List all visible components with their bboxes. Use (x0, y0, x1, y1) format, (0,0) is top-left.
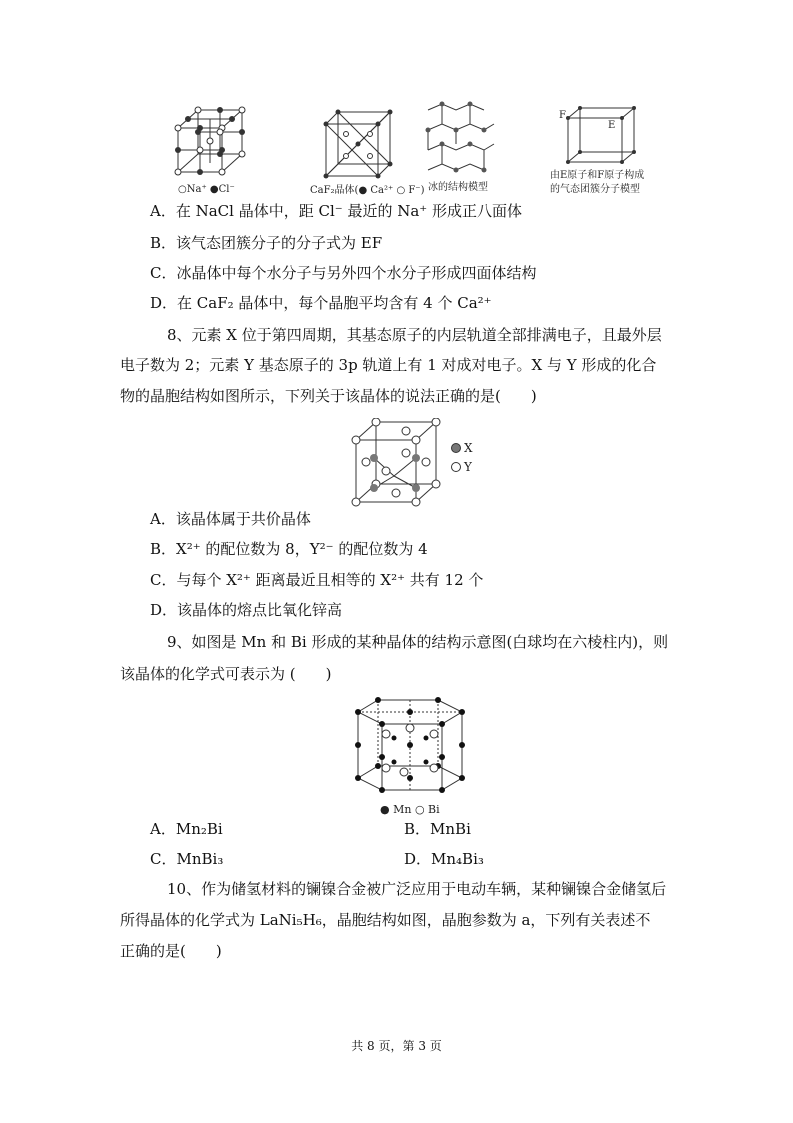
q7-option-b: B．该气态团簇分子的分子式为 EF (150, 234, 383, 252)
q8-stem-line-3: 物的晶胞结构如图所示，下列关于该晶体的说法正确的是( ) (120, 387, 537, 405)
q8-option-d: D．该晶体的熔点比氧化锌高 (150, 601, 343, 619)
mn-bi-hexagonal-figure (352, 694, 472, 804)
q10-stem-line-1: 10、作为储氢材料的镧镍合金被广泛应用于电动车辆，某种镧镍合金储氢后 (167, 880, 667, 898)
nacl-structure-figure (170, 100, 250, 185)
q8-option-b: B．X²⁺ 的配位数为 8，Y²⁻ 的配位数为 4 (150, 540, 428, 558)
q8-stem-line-2: 电子数为 2；元素 Y 基态原子的 3p 轨道上有 1 对成对电子。X 与 Y 形成的化合 (120, 356, 657, 374)
cluster-caption-line-2: 的气态团簇分子模型 (550, 184, 640, 195)
x-legend-icon (450, 442, 462, 454)
cluster-molecule-figure (560, 104, 640, 166)
q7-option-d: D．在 CaF₂ 晶体中，每个晶胞平均含有 4 个 Ca²⁺ (150, 294, 492, 312)
caf2-structure-figure (322, 108, 394, 184)
cluster-label-f: F (559, 110, 566, 121)
q9-option-a: A．Mn₂Bi (150, 820, 223, 838)
y-legend-label: Y (464, 460, 472, 474)
q9-stem-line-2: 该晶体的化学式可表示为 ( ) (120, 665, 332, 683)
ice-caption: 冰的结构模型 (428, 182, 488, 193)
caf2-caption: CaF₂晶体(● Ca²⁺ ○ F⁻) (310, 185, 425, 196)
q9-option-d: D．Mn₄Bi₃ (404, 850, 484, 868)
q9-option-b: B．MnBi (404, 820, 471, 838)
q10-stem-line-2: 所得晶体的化学式为 LaNi₅H₆，晶胞结构如图，晶胞参数为 a，下列有关表述不 (120, 911, 651, 929)
q8-option-a: A．该晶体属于共价晶体 (150, 510, 311, 528)
mn-bi-legend: ● Mn ○ Bi (380, 803, 440, 816)
q7-option-c: C．冰晶体中每个水分子与另外四个水分子形成四面体结构 (150, 264, 537, 282)
q8-option-c: C．与每个 X²⁺ 距离最近且相等的 X²⁺ 共有 12 个 (150, 571, 484, 589)
q10-stem-line-3: 正确的是( ) (120, 942, 222, 960)
nacl-caption: ○Na⁺ ●Cl⁻ (178, 184, 235, 195)
ice-structure-figure (424, 100, 496, 180)
q9-stem-line-1: 9、如图是 Mn 和 Bi 形成的某种晶体的结构示意图(白球均在六棱柱内)，则 (167, 633, 669, 651)
cluster-label-e: E (608, 120, 616, 131)
xy-unit-cell-figure (350, 418, 442, 508)
y-legend-icon (450, 461, 462, 473)
page-footer: 共 8 页，第 3 页 (351, 1039, 442, 1053)
q8-stem-line-1: 8、元素 X 位于第四周期，其基态原子的内层轨道全部排满电子，且最外层 (167, 326, 662, 344)
x-legend-label: X (464, 441, 473, 455)
cluster-caption-line-1: 由E原子和F原子构成 (550, 170, 645, 181)
q7-option-a: A．在 NaCl 晶体中，距 Cl⁻ 最近的 Na⁺ 形成正八面体 (150, 202, 522, 220)
q9-option-c: C．MnBi₃ (150, 850, 224, 868)
